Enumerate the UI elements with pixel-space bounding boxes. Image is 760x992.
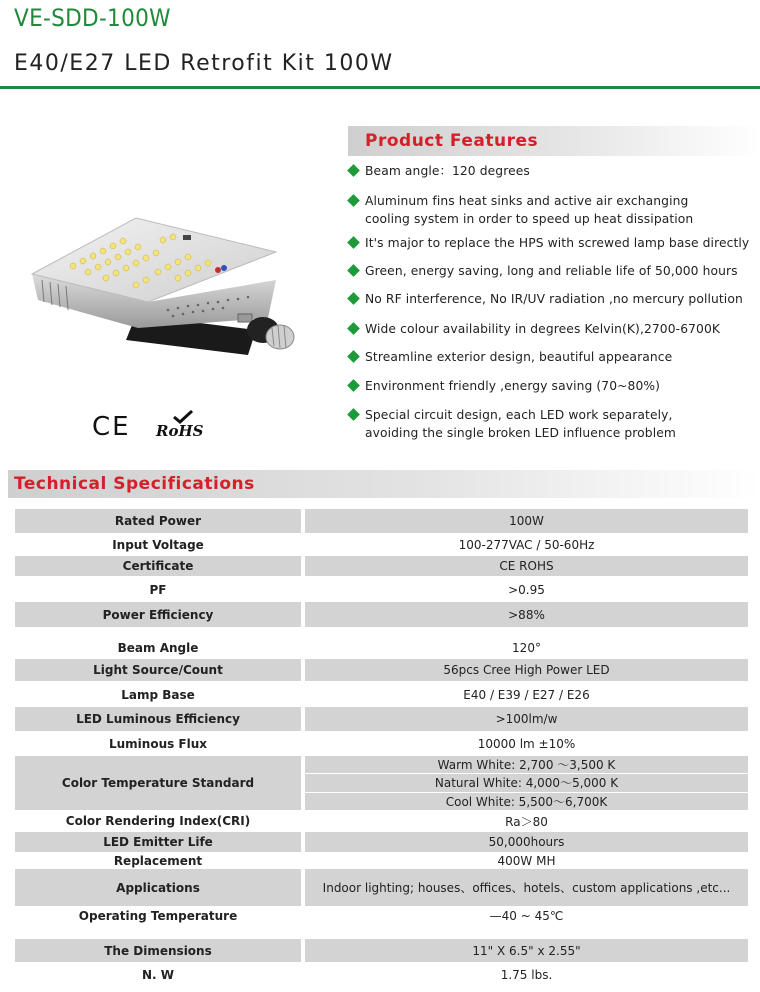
spec-label: LED Emitter Life bbox=[15, 832, 301, 852]
feature-item bbox=[348, 234, 760, 252]
rohs-mark: RoHS bbox=[156, 422, 204, 440]
spec-row bbox=[15, 535, 748, 555]
spec-label: Operating Temperature bbox=[15, 907, 301, 924]
spec-label: Rated Power bbox=[15, 509, 301, 533]
feature-item bbox=[348, 320, 760, 338]
spec-value: >0.95 bbox=[305, 579, 748, 601]
spec-label: Lamp Base bbox=[15, 684, 301, 705]
spec-row bbox=[15, 637, 748, 658]
ce-mark: CE bbox=[92, 412, 131, 442]
spec-value: CE ROHS bbox=[305, 556, 748, 576]
spec-value: 120° bbox=[305, 637, 748, 658]
spec-label: Replacement bbox=[15, 853, 301, 868]
spec-value: 11" X 6.5" x 2.55" bbox=[305, 939, 748, 962]
spec-value: Cool White: 5,500～6,700K bbox=[305, 792, 748, 810]
spec-row bbox=[15, 853, 748, 868]
title-divider bbox=[0, 86, 760, 89]
feature-text: Streamline exterior design, beautiful appearance bbox=[365, 350, 673, 364]
spec-row bbox=[15, 811, 748, 831]
spec-label: The Dimensions bbox=[15, 939, 301, 962]
spec-label: Power Efficiency bbox=[15, 602, 301, 627]
specs-heading: Technical Specifications bbox=[14, 474, 255, 494]
product-image bbox=[18, 210, 328, 360]
spec-row bbox=[15, 832, 748, 852]
features-heading: Product Features bbox=[365, 131, 539, 151]
spec-value: 56pcs Cree High Power LED bbox=[305, 659, 748, 681]
model-number: VE-SDD-100W bbox=[14, 4, 171, 32]
spec-row bbox=[15, 579, 748, 601]
spec-value: >100lm/w bbox=[305, 707, 748, 731]
spec-value: 400W MH bbox=[305, 853, 748, 868]
product-title: E40/E27 LED Retrofit Kit 100W bbox=[14, 51, 394, 76]
spec-label: Color Temperature Standard bbox=[15, 756, 301, 810]
spec-value: Warm White: 2,700 ～3,500 K bbox=[305, 756, 748, 773]
spec-row bbox=[15, 907, 748, 924]
spec-value: 100W bbox=[305, 509, 748, 533]
spec-label: Beam Angle bbox=[15, 637, 301, 658]
spec-row bbox=[15, 756, 748, 810]
spec-label: Color Rendering Index(CRI) bbox=[15, 811, 301, 831]
spec-row bbox=[15, 939, 748, 962]
spec-value: Ra＞80 bbox=[305, 811, 748, 831]
features-header bbox=[348, 126, 760, 156]
spec-value: 50,000hours bbox=[305, 832, 748, 852]
spec-label: N. W bbox=[15, 963, 301, 987]
spec-label: Luminous Flux bbox=[15, 733, 301, 754]
spec-label: Light Source/Count bbox=[15, 659, 301, 681]
spec-value: Indoor lighting; houses、offices、hotels、custom applications ,etc... bbox=[305, 869, 748, 906]
feature-text: Green, energy saving, long and reliable life of 50,000 hours bbox=[365, 264, 738, 278]
feature-item bbox=[348, 192, 760, 228]
spec-row bbox=[15, 733, 748, 754]
feature-item bbox=[348, 406, 760, 442]
spec-value: 10000 lm ±10% bbox=[305, 733, 748, 754]
feature-item bbox=[348, 348, 760, 366]
spec-value: 100-277VAC / 50-60Hz bbox=[305, 535, 748, 555]
spec-label: Input Voltage bbox=[15, 535, 301, 555]
feature-text: It's major to replace the HPS with screwed lamp base directly bbox=[365, 236, 750, 250]
spec-row bbox=[15, 707, 748, 731]
spec-value: Natural White: 4,000～5,000 K bbox=[305, 773, 748, 791]
spec-value-group bbox=[305, 756, 748, 810]
feature-item bbox=[348, 162, 760, 180]
spec-row bbox=[15, 602, 748, 627]
feature-text: Special circuit design, each LED work separately, avoiding the single broken LED influence problem bbox=[365, 408, 676, 440]
spec-row bbox=[15, 509, 748, 533]
feature-text: Aluminum fins heat sinks and active air exchanging cooling system in order to speed up heat dissipation bbox=[365, 194, 694, 226]
spec-row bbox=[15, 869, 748, 906]
specs-header bbox=[8, 470, 760, 498]
spec-label: PF bbox=[15, 579, 301, 601]
spec-row bbox=[15, 963, 748, 987]
spec-row bbox=[15, 659, 748, 681]
feature-text: Environment friendly ,energy saving (70~80%) bbox=[365, 379, 661, 393]
spec-value: >88% bbox=[305, 602, 748, 627]
spec-value: 1.75 lbs. bbox=[305, 963, 748, 987]
spec-value: —40 ~ 45℃ bbox=[305, 907, 748, 924]
feature-item bbox=[348, 262, 760, 280]
spec-row bbox=[15, 684, 748, 705]
feature-text: No RF interference, No IR/UV radiation ,no mercury pollution bbox=[365, 292, 743, 306]
spec-label: Applications bbox=[15, 869, 301, 906]
spec-row bbox=[15, 556, 748, 576]
spec-label: LED Luminous Efficiency bbox=[15, 707, 301, 731]
spec-value: E40 / E39 / E27 / E26 bbox=[305, 684, 748, 705]
feature-text: Wide colour availability in degrees Kelvin(K),2700-6700K bbox=[365, 322, 721, 336]
feature-item bbox=[348, 377, 760, 395]
spec-label: Certificate bbox=[15, 556, 301, 576]
feature-item bbox=[348, 290, 760, 308]
feature-text: Beam angle：120 degrees bbox=[365, 164, 530, 178]
